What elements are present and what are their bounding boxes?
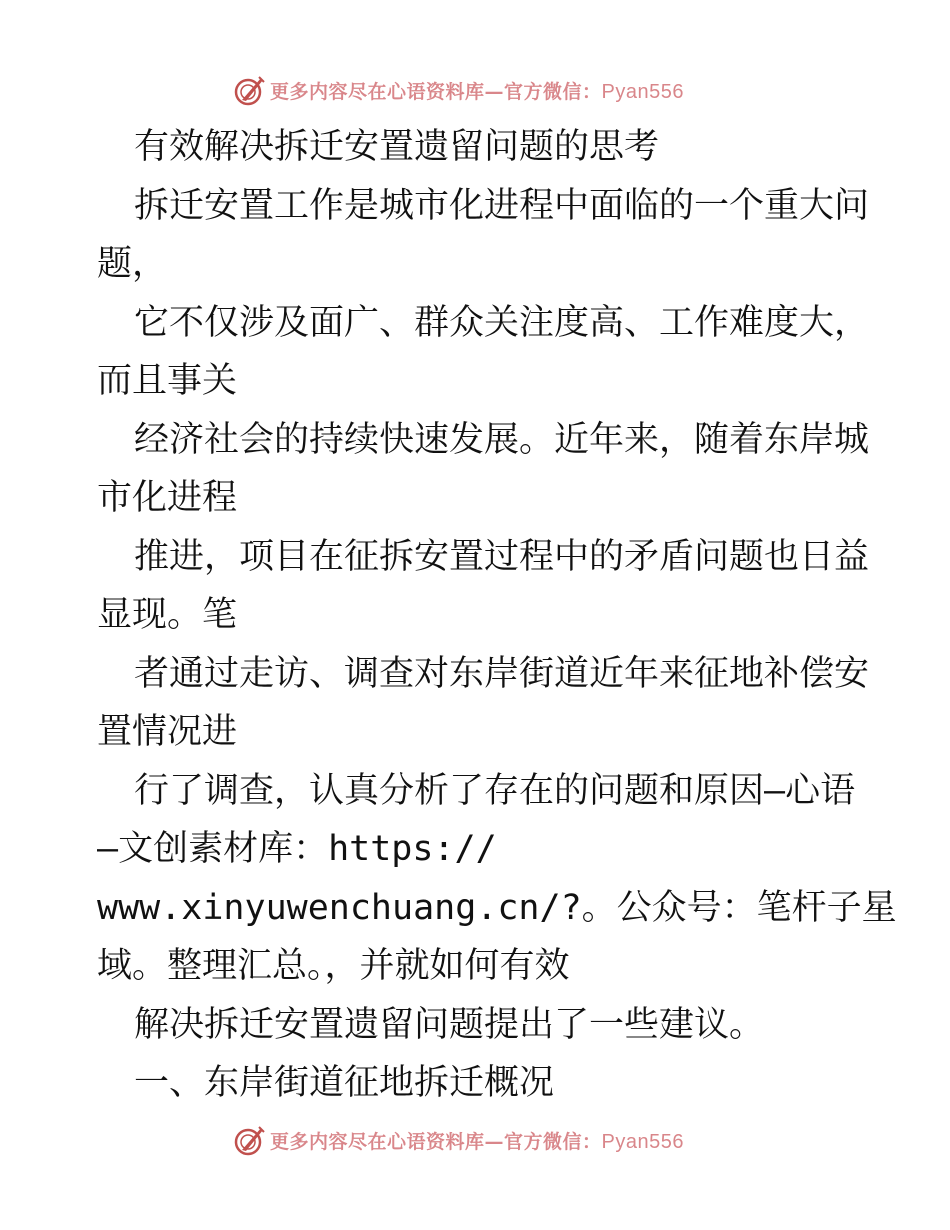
paragraph-line: 拆迁安置工作是城市化进程中面临的一个重大问 [134,186,870,226]
section-heading: 一、东岸街道征地拆迁概况 [134,1063,555,1103]
paragraph-line: 它不仅涉及面广、群众关注度高、工作难度大， [134,303,870,343]
paragraph-line: 置情况进 [97,712,238,752]
quill-logo-icon [234,74,266,106]
paragraph-line: 行了调查，认真分析了存在的问题和原因—心语 [134,771,856,811]
document-title: 有效解决拆迁安置遗留问题的思考 [134,127,660,167]
banner-text: 更多内容尽在心语资料库—官方微信：Pyan556 [270,80,684,103]
header-banner [0,70,950,110]
footer-banner [0,1120,950,1160]
paragraph-line: 显现。笔 [97,595,238,635]
paragraph-line: 市化进程 [97,478,238,518]
paragraph-line: 题， [97,244,168,284]
paragraph-line: www.xinyuwenchuang.cn/?。公众号：笔杆子星 [97,888,897,928]
paragraph-line: 域。整理汇总。，并就如何有效 [97,946,570,986]
banner-text: 更多内容尽在心语资料库—官方微信：Pyan556 [270,1130,684,1153]
paragraph-line: 者通过走访、调查对东岸街道近年来征地补偿安 [134,654,870,694]
paragraph-line: 而且事关 [97,361,238,401]
paragraph-line: 经济社会的持续快速发展。近年来，随着东岸城 [134,420,870,460]
paragraph-line: 推进，项目在征拆安置过程中的矛盾问题也日益 [134,537,870,577]
quill-logo-icon [234,1124,266,1156]
paragraph-line: —文创素材库：https:// [97,829,497,869]
paragraph-line: 解决拆迁安置遗留问题提出了一些建议。 [134,1005,765,1045]
